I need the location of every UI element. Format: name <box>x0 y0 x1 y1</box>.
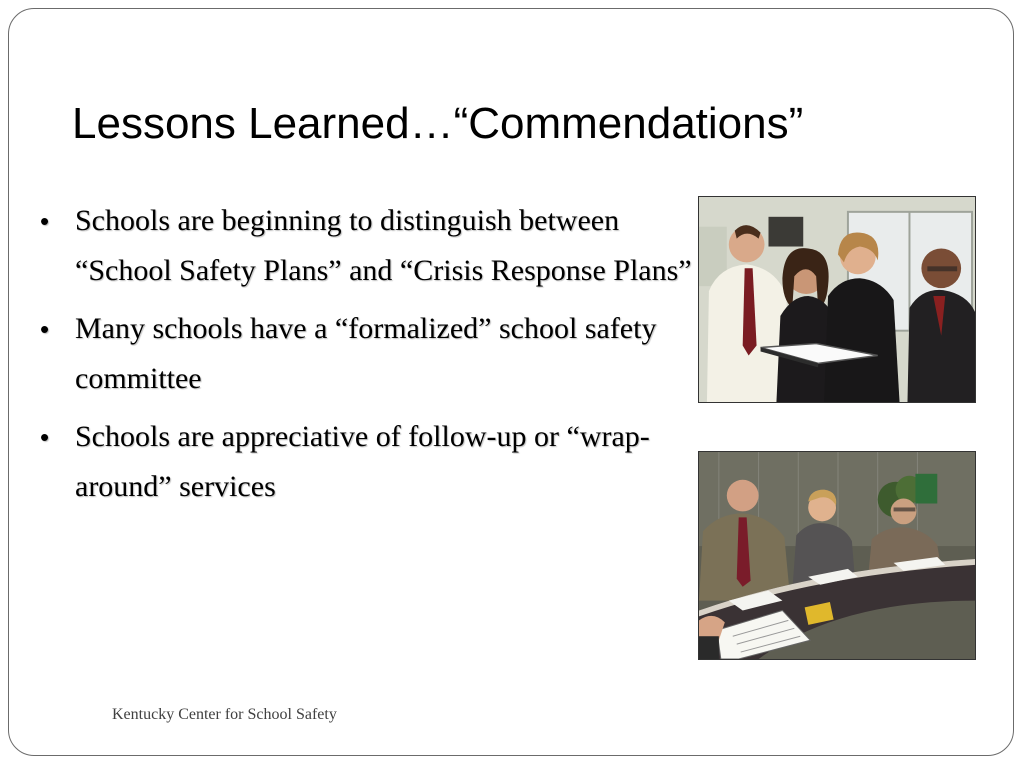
bullet-list <box>40 196 720 512</box>
bullet-marker: • <box>40 314 50 344</box>
slide-title: Lessons Learned…“Commendations” <box>72 99 804 148</box>
bullet-text: Schools are appreciative of follow-up or “wrap- around” services <box>75 420 650 503</box>
bullet-text: Schools are beginning to distinguish between “School Safety Plans” and “Crisis Response Plans” <box>75 204 692 287</box>
slide-footer: Kentucky Center for School Safety <box>112 706 337 723</box>
photo-panel-at-conference-table <box>698 451 976 660</box>
bullet-item <box>40 196 720 296</box>
bullet-item <box>40 412 720 512</box>
bullet-marker: • <box>40 422 50 452</box>
bullet-item <box>40 304 720 404</box>
bullet-marker: • <box>40 206 50 236</box>
photo-people-reviewing-binder <box>698 196 976 403</box>
photo-panel-at-conference-table-illustration <box>699 452 975 659</box>
photo-people-reviewing-binder-illustration <box>699 197 975 402</box>
bullet-text: Many schools have a “formalized” school safety committee <box>75 312 657 395</box>
